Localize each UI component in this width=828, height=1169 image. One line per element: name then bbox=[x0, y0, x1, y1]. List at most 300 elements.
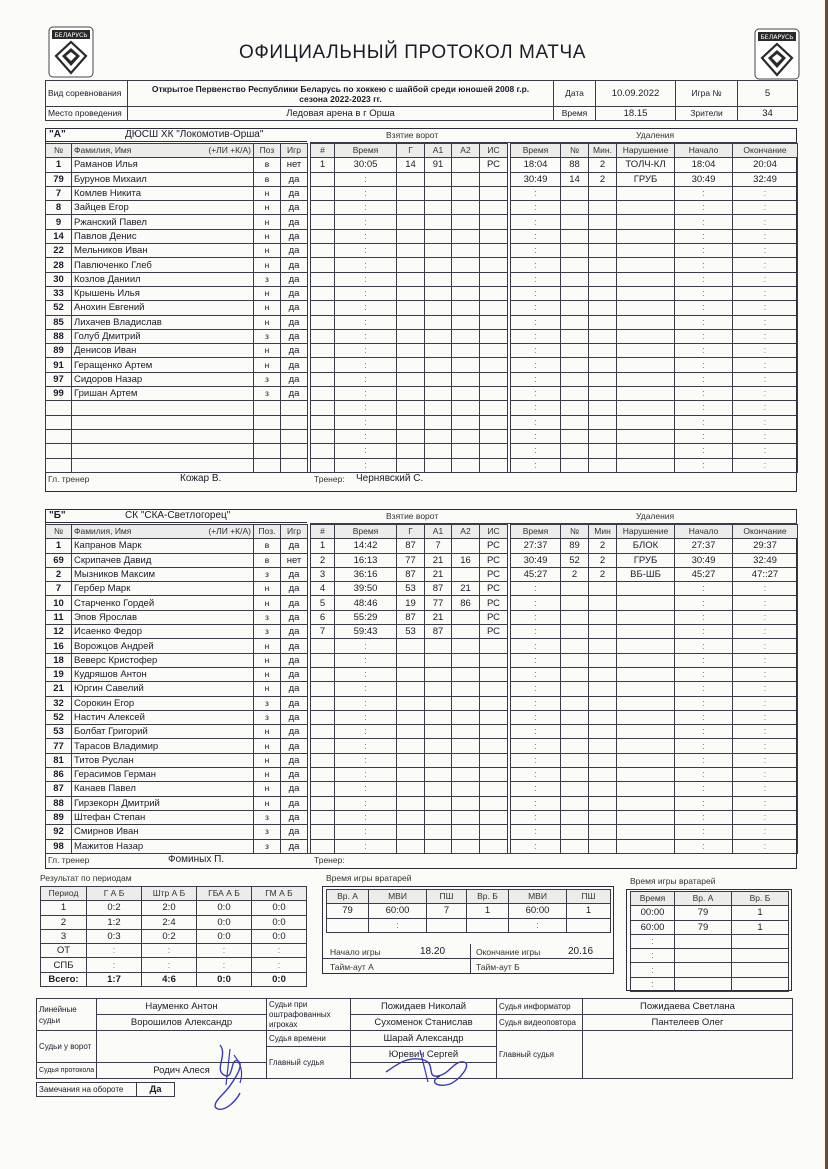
penalty-minutes bbox=[589, 458, 617, 472]
penalty-minutes bbox=[589, 682, 617, 696]
penalty-minutes: 2 bbox=[589, 567, 617, 581]
col-goal-time: Время bbox=[335, 144, 397, 158]
player-played: да bbox=[281, 782, 308, 796]
time-value: 18.15 bbox=[596, 107, 676, 121]
penalty-minutes bbox=[589, 186, 617, 200]
player-played: нет bbox=[281, 553, 308, 567]
player-played: да bbox=[281, 839, 308, 853]
goal-scorer bbox=[397, 782, 425, 796]
goal-time: : bbox=[335, 258, 397, 272]
timeout-a-label: Тайм-аут А bbox=[330, 962, 374, 972]
goal-assist-2 bbox=[452, 753, 480, 767]
goalie-change-cell: : bbox=[631, 977, 675, 991]
penalty-infraction bbox=[617, 387, 675, 401]
penalty-time: : bbox=[511, 458, 561, 472]
goal-strength bbox=[480, 286, 508, 300]
player-number: 12 bbox=[46, 625, 72, 639]
goal-scorer bbox=[397, 186, 425, 200]
goal-strength bbox=[480, 444, 508, 458]
spectators-label: Зрители bbox=[676, 107, 738, 121]
penalty-end: : bbox=[733, 344, 798, 358]
period-results-title: Результат по периодам bbox=[40, 873, 132, 883]
goal-index bbox=[311, 372, 335, 386]
goal-index bbox=[311, 358, 335, 372]
penalty-end: : bbox=[733, 839, 798, 853]
goal-index bbox=[311, 329, 335, 343]
period-row bbox=[41, 929, 307, 943]
penalty-row bbox=[511, 458, 798, 472]
col-pen-start: Начало bbox=[675, 144, 733, 158]
goal-strength bbox=[480, 810, 508, 824]
penalty-row bbox=[511, 682, 798, 696]
player-position: з bbox=[254, 567, 281, 581]
goal-assist-1: 7 bbox=[425, 539, 452, 553]
goal-scorer bbox=[397, 825, 425, 839]
goal-row bbox=[311, 244, 508, 258]
penalty-time: 27:37 bbox=[511, 539, 561, 553]
player-name: Голуб Дмитрий bbox=[72, 329, 254, 343]
penalty-start: : bbox=[675, 444, 733, 458]
penalty-minutes: 2 bbox=[589, 172, 617, 186]
player-played: да bbox=[281, 768, 308, 782]
goalie-time-right-table bbox=[630, 891, 789, 992]
goal-index bbox=[311, 301, 335, 315]
goal-assist-2 bbox=[452, 201, 480, 215]
goal-assist-1 bbox=[425, 401, 452, 415]
player-name: Исаенко Федор bbox=[72, 625, 254, 639]
penalty-start: : bbox=[675, 796, 733, 810]
player-position bbox=[254, 444, 281, 458]
goal-assist-2: 86 bbox=[452, 596, 480, 610]
col-goal-scorer: Г bbox=[397, 525, 425, 539]
player-name: Старченко Гордей bbox=[72, 596, 254, 610]
team-header bbox=[45, 509, 307, 523]
player-name: Геращенко Артем bbox=[72, 358, 254, 372]
info-judge: Пожидаева Светлана bbox=[583, 999, 793, 1015]
head-coach-label: Гл. тренер bbox=[48, 854, 90, 865]
period-score: 0:0 bbox=[197, 915, 252, 929]
player-number bbox=[46, 458, 72, 472]
player-played: да bbox=[281, 753, 308, 767]
penalty-end: : bbox=[733, 315, 798, 329]
penalty-start: 30:49 bbox=[675, 553, 733, 567]
goalie-time-mid-table bbox=[326, 889, 611, 933]
goal-assist-1: 87 bbox=[425, 625, 452, 639]
penalty-infraction: ГРУБ bbox=[617, 553, 675, 567]
player-number: 88 bbox=[46, 796, 72, 810]
goal-assist-1: 21 bbox=[425, 567, 452, 581]
col-goal-strength: ИС bbox=[480, 144, 508, 158]
team-tag: "А" bbox=[49, 129, 66, 140]
penalty-player-number bbox=[561, 301, 589, 315]
goal-scorer bbox=[397, 444, 425, 458]
player-played: да bbox=[281, 810, 308, 824]
goalie-time-cell bbox=[327, 918, 369, 932]
penalty-start: : bbox=[675, 639, 733, 653]
penalty-row bbox=[511, 415, 798, 429]
player-row bbox=[46, 610, 308, 624]
penalty-time: : bbox=[511, 215, 561, 229]
col-goal-time: Время bbox=[335, 525, 397, 539]
player-name: Гербер Марк bbox=[72, 582, 254, 596]
goal-assist-1: 21 bbox=[425, 553, 452, 567]
player-row bbox=[46, 458, 308, 472]
goal-time: : bbox=[335, 667, 397, 681]
player-name: Лихачев Владислав bbox=[72, 315, 254, 329]
goal-assist-2 bbox=[452, 358, 480, 372]
player-name: Скрипачев Давид bbox=[72, 553, 254, 567]
roster-table bbox=[45, 143, 308, 473]
scorer: Родич Алеся bbox=[97, 1063, 267, 1079]
penalty-row bbox=[511, 696, 798, 710]
penalty-infraction bbox=[617, 696, 675, 710]
goal-index bbox=[311, 215, 335, 229]
penalty-time: : bbox=[511, 796, 561, 810]
goal-scorer bbox=[397, 682, 425, 696]
goal-scorer bbox=[397, 710, 425, 724]
goal-time: : bbox=[335, 344, 397, 358]
goal-index bbox=[311, 639, 335, 653]
player-number: 87 bbox=[46, 782, 72, 796]
goal-scorer bbox=[397, 315, 425, 329]
goal-scorer: 19 bbox=[397, 596, 425, 610]
player-number: 10 bbox=[46, 596, 72, 610]
goal-strength bbox=[480, 244, 508, 258]
goal-assist-1 bbox=[425, 272, 452, 286]
goal-scorer bbox=[397, 229, 425, 243]
player-row bbox=[46, 753, 308, 767]
penalty-row bbox=[511, 782, 798, 796]
penalty-time: : bbox=[511, 639, 561, 653]
goal-strength: РС bbox=[480, 539, 508, 553]
player-position: н bbox=[254, 215, 281, 229]
goal-scorer bbox=[397, 639, 425, 653]
penalty-player-number bbox=[561, 768, 589, 782]
penalty-end: : bbox=[733, 329, 798, 343]
period-score: 0:0 bbox=[197, 901, 252, 915]
player-played: да bbox=[281, 739, 308, 753]
penalty-player-number bbox=[561, 610, 589, 624]
goal-assist-2 bbox=[452, 725, 480, 739]
goal-time: : bbox=[335, 796, 397, 810]
goal-scorer bbox=[397, 286, 425, 300]
goal-row bbox=[311, 553, 508, 567]
goal-index bbox=[311, 186, 335, 200]
player-played: да bbox=[281, 610, 308, 624]
penalty-start: : bbox=[675, 710, 733, 724]
penalty-end: : bbox=[733, 415, 798, 429]
penalty-infraction bbox=[617, 753, 675, 767]
period-row bbox=[41, 901, 307, 915]
penalty-row bbox=[511, 825, 798, 839]
col-li-ka-label: (+ЛИ +К/А) bbox=[208, 145, 251, 156]
col-name bbox=[72, 144, 254, 158]
penalty-end: : bbox=[733, 458, 798, 472]
goal-strength bbox=[480, 415, 508, 429]
goal-row bbox=[311, 653, 508, 667]
goal-assist-2 bbox=[452, 796, 480, 810]
goal-index bbox=[311, 272, 335, 286]
game-start-value: 18.20 bbox=[420, 946, 446, 957]
penalty-start: : bbox=[675, 244, 733, 258]
player-number: 11 bbox=[46, 610, 72, 624]
goal-assist-2 bbox=[452, 839, 480, 853]
goal-assist-2 bbox=[452, 696, 480, 710]
goal-time: : bbox=[335, 244, 397, 258]
goal-row bbox=[311, 667, 508, 681]
goal-time: : bbox=[335, 682, 397, 696]
penalty-row bbox=[511, 301, 798, 315]
penalty-end: : bbox=[733, 796, 798, 810]
penalty-infraction: ГРУБ bbox=[617, 172, 675, 186]
goal-index bbox=[311, 415, 335, 429]
goal-index: 1 bbox=[311, 158, 335, 172]
goalie-time-cell bbox=[467, 918, 509, 932]
goal-time: 36:16 bbox=[335, 567, 397, 581]
penalty-minutes bbox=[589, 444, 617, 458]
penalty-row bbox=[511, 172, 798, 186]
col-pos: Поз. bbox=[254, 525, 281, 539]
col-name-label: Фамилия, Имя bbox=[74, 526, 132, 537]
penalty-start: : bbox=[675, 725, 733, 739]
player-row bbox=[46, 696, 308, 710]
goalie-col-header: ПШ bbox=[427, 890, 467, 904]
goal-index: 2 bbox=[311, 553, 335, 567]
goal-assist-2 bbox=[452, 667, 480, 681]
penalty-minutes bbox=[589, 315, 617, 329]
penalty-infraction bbox=[617, 839, 675, 853]
goal-assist-2 bbox=[452, 567, 480, 581]
goal-row bbox=[311, 387, 508, 401]
goalie-col-header: Вр. А bbox=[327, 890, 369, 904]
goal-time: : bbox=[335, 201, 397, 215]
player-played: да bbox=[281, 329, 308, 343]
goalie-change-cell: : bbox=[631, 949, 675, 963]
penalty-row bbox=[511, 258, 798, 272]
period-score: 0:0 bbox=[252, 915, 307, 929]
col-goal-index: # bbox=[311, 525, 335, 539]
penalty-time: : bbox=[511, 401, 561, 415]
player-position: н bbox=[254, 301, 281, 315]
player-position bbox=[254, 415, 281, 429]
goal-assist-2 bbox=[452, 444, 480, 458]
linesman-2: Ворошилов Александр bbox=[97, 1015, 267, 1031]
player-row bbox=[46, 344, 308, 358]
player-number: 30 bbox=[46, 272, 72, 286]
player-position: н bbox=[254, 667, 281, 681]
penalty-start: : bbox=[675, 215, 733, 229]
player-row bbox=[46, 372, 308, 386]
penalty-player-number bbox=[561, 258, 589, 272]
player-position: н bbox=[254, 201, 281, 215]
player-name bbox=[72, 458, 254, 472]
penalty-time: : bbox=[511, 415, 561, 429]
player-row bbox=[46, 186, 308, 200]
referee-label: Главный судья bbox=[267, 1047, 351, 1079]
goal-strength bbox=[480, 682, 508, 696]
penalty-time: : bbox=[511, 625, 561, 639]
penalty-minutes bbox=[589, 596, 617, 610]
col-pen-minutes: Мин. bbox=[589, 144, 617, 158]
penalty-end: : bbox=[733, 739, 798, 753]
goal-scorer bbox=[397, 415, 425, 429]
goal-scorer bbox=[397, 301, 425, 315]
penalty-minutes bbox=[589, 344, 617, 358]
player-name: Гришан Артем bbox=[72, 387, 254, 401]
goal-scorer bbox=[397, 696, 425, 710]
goal-index bbox=[311, 258, 335, 272]
period-score: 0:0 bbox=[252, 972, 307, 986]
penalty-row bbox=[511, 839, 798, 853]
col-goal-strength: ИС bbox=[480, 525, 508, 539]
period-score: : bbox=[87, 944, 142, 958]
penalty-end: : bbox=[733, 582, 798, 596]
goal-assist-1 bbox=[425, 186, 452, 200]
goal-strength bbox=[480, 825, 508, 839]
goal-assist-2 bbox=[452, 172, 480, 186]
player-position: н bbox=[254, 739, 281, 753]
goal-assist-2: 16 bbox=[452, 553, 480, 567]
penalty-time: 30:49 bbox=[511, 553, 561, 567]
penalty-start: : bbox=[675, 186, 733, 200]
player-position: з bbox=[254, 839, 281, 853]
penalty-infraction bbox=[617, 372, 675, 386]
goal-assist-1 bbox=[425, 639, 452, 653]
penalty-row bbox=[511, 625, 798, 639]
goal-assist-2 bbox=[452, 682, 480, 696]
penalty-minutes bbox=[589, 372, 617, 386]
penalty-minutes bbox=[589, 215, 617, 229]
player-name: Комлев Никита bbox=[72, 186, 254, 200]
goal-strength: РС bbox=[480, 158, 508, 172]
goal-row bbox=[311, 782, 508, 796]
goal-assist-2 bbox=[452, 610, 480, 624]
goal-index bbox=[311, 725, 335, 739]
penalty-player-number: 2 bbox=[561, 567, 589, 581]
goal-strength: РС bbox=[480, 625, 508, 639]
player-name: Раманов Илья bbox=[72, 158, 254, 172]
penalty-box-judge-2: Сухоменок Станислав bbox=[351, 1015, 497, 1031]
penalty-player-number bbox=[561, 810, 589, 824]
goal-strength bbox=[480, 639, 508, 653]
penalty-time: : bbox=[511, 372, 561, 386]
penalty-infraction bbox=[617, 782, 675, 796]
goal-time: : bbox=[335, 753, 397, 767]
player-name: Капранов Марк bbox=[72, 539, 254, 553]
goal-row bbox=[311, 539, 508, 553]
player-row bbox=[46, 272, 308, 286]
penalty-player-number bbox=[561, 387, 589, 401]
penalty-minutes bbox=[589, 839, 617, 853]
penalty-minutes bbox=[589, 272, 617, 286]
goal-assist-2: 21 bbox=[452, 582, 480, 596]
goal-assist-1: 77 bbox=[425, 596, 452, 610]
goal-time: : bbox=[335, 458, 397, 472]
player-played: да bbox=[281, 653, 308, 667]
player-played: да bbox=[281, 825, 308, 839]
penalty-minutes bbox=[589, 696, 617, 710]
player-played: да bbox=[281, 667, 308, 681]
player-name: Мажитов Назар bbox=[72, 839, 254, 853]
period-score: : bbox=[142, 958, 197, 972]
penalty-time: : bbox=[511, 244, 561, 258]
penalty-end: 32:49 bbox=[733, 553, 798, 567]
player-number: 86 bbox=[46, 768, 72, 782]
penalty-start: : bbox=[675, 301, 733, 315]
goal-assist-2 bbox=[452, 782, 480, 796]
penalty-infraction bbox=[617, 301, 675, 315]
player-number: 88 bbox=[46, 329, 72, 343]
player-position: з bbox=[254, 387, 281, 401]
goal-time: : bbox=[335, 286, 397, 300]
goal-time: : bbox=[335, 415, 397, 429]
col-pen-minutes: Мин bbox=[589, 525, 617, 539]
player-name: Юргин Савелий bbox=[72, 682, 254, 696]
penalty-minutes bbox=[589, 739, 617, 753]
player-name bbox=[72, 444, 254, 458]
col-li-ka-label: (+ЛИ +К/А) bbox=[208, 526, 251, 537]
goal-row bbox=[311, 172, 508, 186]
goalie-change-cell: 1 bbox=[732, 906, 789, 920]
penalty-start: : bbox=[675, 625, 733, 639]
penalty-minutes bbox=[589, 653, 617, 667]
goal-strength bbox=[480, 272, 508, 286]
player-row bbox=[46, 782, 308, 796]
goal-row bbox=[311, 186, 508, 200]
player-name bbox=[72, 415, 254, 429]
penalty-time: : bbox=[511, 186, 561, 200]
player-played: да bbox=[281, 596, 308, 610]
team-header bbox=[45, 128, 307, 142]
penalty-infraction bbox=[617, 725, 675, 739]
goal-assist-1 bbox=[425, 682, 452, 696]
goal-index bbox=[311, 201, 335, 215]
goal-strength bbox=[480, 258, 508, 272]
goal-assist-2 bbox=[452, 258, 480, 272]
penalty-minutes bbox=[589, 286, 617, 300]
penalty-infraction bbox=[617, 444, 675, 458]
period-row bbox=[41, 915, 307, 929]
penalty-time: 30:49 bbox=[511, 172, 561, 186]
goal-assist-2 bbox=[452, 458, 480, 472]
goal-scorer bbox=[397, 358, 425, 372]
penalty-time: : bbox=[511, 582, 561, 596]
penalty-box-label: Судьи при оштрафованных игроках bbox=[267, 999, 351, 1031]
penalty-end: 32:49 bbox=[733, 172, 798, 186]
goal-assist-2 bbox=[452, 768, 480, 782]
penalty-player-number bbox=[561, 682, 589, 696]
penalty-time: : bbox=[511, 229, 561, 243]
player-position: н bbox=[254, 186, 281, 200]
penalty-start: 45:27 bbox=[675, 567, 733, 581]
player-position: н bbox=[254, 596, 281, 610]
penalty-infraction bbox=[617, 810, 675, 824]
goal-time: : bbox=[335, 329, 397, 343]
penalty-infraction bbox=[617, 186, 675, 200]
date-label: Дата bbox=[554, 81, 596, 107]
goal-row bbox=[311, 625, 508, 639]
penalty-infraction bbox=[617, 739, 675, 753]
period-score: 4:6 bbox=[142, 972, 197, 986]
player-name: Болбат Григорий bbox=[72, 725, 254, 739]
goalie-time-cell: 79 bbox=[327, 904, 369, 918]
goal-index bbox=[311, 796, 335, 810]
col-pen-end: Окончание bbox=[733, 144, 798, 158]
goal-time: : bbox=[335, 358, 397, 372]
player-position: н bbox=[254, 286, 281, 300]
goal-scorer bbox=[397, 839, 425, 853]
penalty-row bbox=[511, 596, 798, 610]
